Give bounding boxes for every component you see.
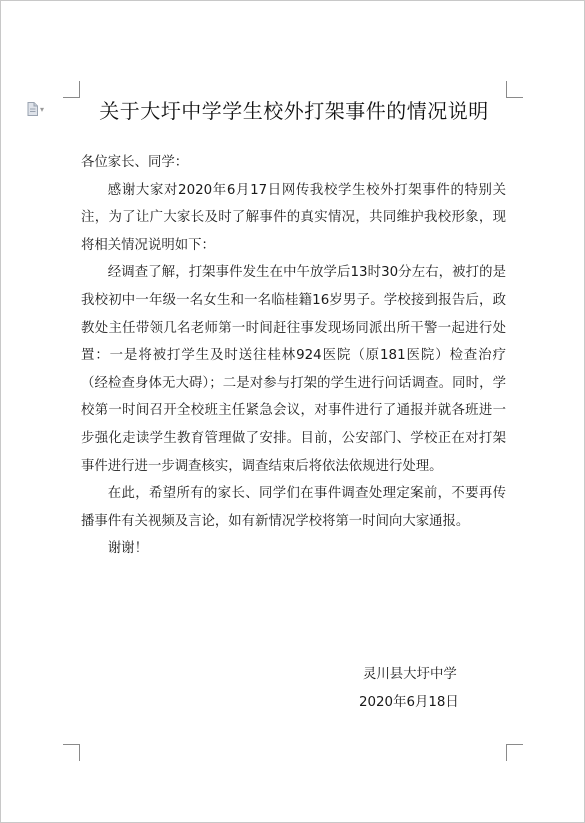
paragraph-2: 经调查了解，打架事件发生在中午放学后13时30分左右，被打的是我校初中一年级一名女生和一名临桂籍16岁男子。学校接到报告后，政教处主任带领几名老师第一时间赶往事发现场同派出所干警一起进行处置：一是将被打学生及时送往桂林924医院（原181医院）检查治疗（经检查身体无大碍）；二是对参与打架的学生进行问话调查。同时，学校第一时间召开全校班主任紧急会议，对事件进行了通报并就各班进一步强化走读学生教育管理做了安排。目前，公安部门、学校正在对打架事件进行进一步调查核实，调查结束后将依法依规进行处理。 — [81, 265, 506, 474]
document-title: 关于大圩中学学生校外打架事件的情况说明 — [99, 99, 489, 123]
paragraph-3: 在此，希望所有的家长、同学们在事件调查处理定案前，不要再传播事件有关视频及言论，如有新情况学校将第一时间向大家通报。 — [81, 486, 506, 529]
closing-thanks: 谢谢！ — [107, 541, 148, 557]
document-body — [81, 149, 506, 563]
signature-block — [359, 661, 499, 716]
margin-corner-bottom-left — [63, 744, 80, 761]
paragraph-1: 感谢大家对2020年6月17日网传我校学生校外打架事件的特别关注，为了让广大家长及时了解事件的真实情况，共同维护我校形象，现将相关情况说明如下： — [81, 182, 506, 253]
signature-organization: 灵川县大圩中学 — [363, 667, 457, 682]
document-icon — [27, 101, 38, 120]
margin-corner-top-right — [506, 81, 523, 98]
margin-corner-top-left — [63, 81, 80, 98]
margin-corner-bottom-right — [506, 744, 523, 761]
chevron-down-icon[interactable]: ▾ — [40, 105, 45, 114]
paragraph-handle[interactable] — [27, 102, 53, 118]
greeting: 各位家长、同学： — [81, 155, 189, 170]
signature-date: 2020年6月18日 — [359, 694, 459, 710]
